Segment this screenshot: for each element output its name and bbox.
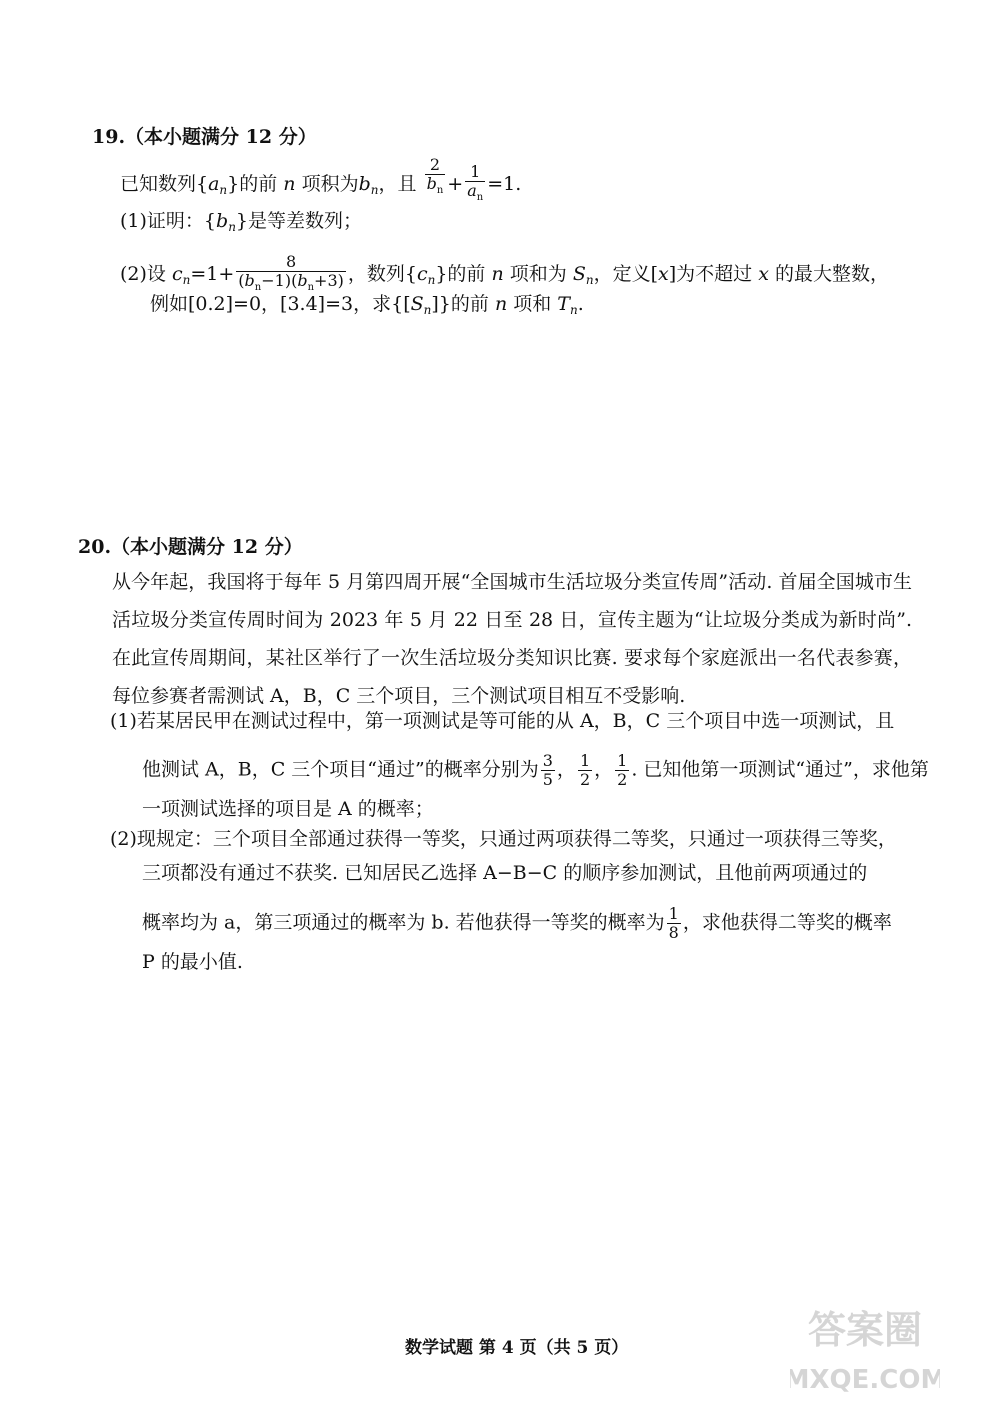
q20-intro: 从今年起，我国将于每年 5 月第四周开展“全国城市生活垃圾分类宣传周”活动. 首届全国城市生活垃圾分类宣传周时间为 2023 年 5 月 22 日至 28 日，宣传主题为“让垃圾分类成为新时尚”. 在此宣传周期间，某社区举行了一次生活垃圾分类知识比赛. 要求每个家庭派出一名代表参赛，每位参赛者需测试 A，B，C 三个项目，三个测试项目相互不受影响.	[112, 571, 912, 707]
watermark-logo	[790, 1288, 940, 1408]
q19-heading: 19.（本小题满分 12 分）	[92, 126, 317, 148]
q19-part2-line2: 例如[0.2]=0，[3.4]=3，求$\{[S_n]\}$的前 n 项和 $T_n$.	[150, 293, 584, 317]
svg-text:答案圈: 答案圈	[807, 1308, 923, 1352]
q20-part2-line3: 概率均为 a，第三项通过的概率为 b. 若他获得一等奖的概率为 $\frac{1}{8}$ ，求他获得二等奖的概率	[142, 904, 892, 942]
svg-text:MXQE.COM: MXQE.COM	[790, 1365, 940, 1395]
q20-part1-line1: (1)若某居民甲在测试过程中，第一项测试是等可能的从 A，B，C 三个项目中选一项测试，且	[110, 710, 895, 732]
q20-part2-line1: (2)现规定：三个项目全部通过获得一等奖，只通过两项获得二等奖，只通过一项获得三等奖，	[110, 828, 897, 850]
q19-stem: 已知数列$\{a_n\}$的前 n 项积为$b_n$，且 $\frac{2}{b_n}$ + $\frac{1}{a_n}$ =1.	[120, 155, 522, 204]
q20-part1-line3: 一项测试选择的项目是 A 的概率；	[142, 798, 434, 820]
page-footer: 数学试题 第 4 页（共 5 页）	[405, 1338, 629, 1358]
q19-part1: (1)证明：$\{b_n\}$是等差数列；	[120, 210, 363, 234]
q20-part1-line2: 他测试 A，B，C 三个项目“通过”的概率分别为 $\frac{3}{5}$ ， $\frac{1}{2}$ ， $\frac{1}{2}$ . 已知他第一项测试“通过”，求他第	[142, 751, 929, 789]
q20-heading: 20.（本小题满分 12 分）	[78, 536, 303, 558]
q19-part2-line1: (2)设 $c_n=1+$ $\frac{8}{(b_n-1)(b_n+3)}$ ，数列$\{c_n\}$的前 n 项和为 $S_n$，定义[x]为不超过 x 的最大整数，	[120, 252, 889, 294]
q20-part2-line4: P 的最小值.	[142, 951, 243, 973]
q20-part2-line2: 三项都没有通过不获奖. 已知居民乙选择 A−B−C 的顺序参加测试，且他前两项通过的	[142, 862, 868, 884]
